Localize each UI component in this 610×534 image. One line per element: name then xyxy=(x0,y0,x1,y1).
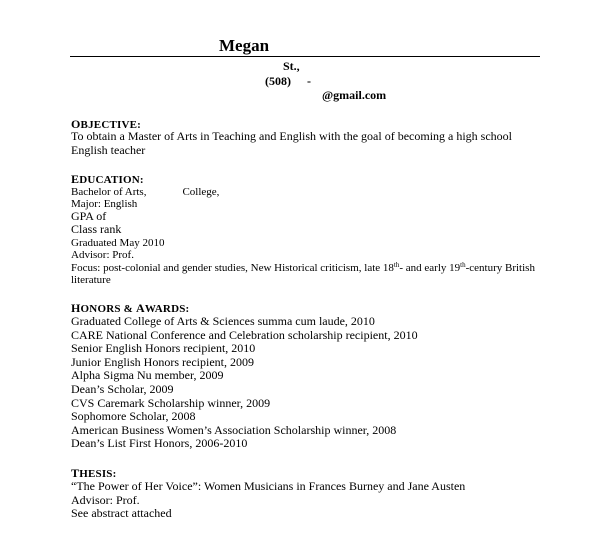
honor-item: Junior English Honors recipient, 2009 xyxy=(71,354,254,369)
thesis-title: “The Power of Her Voice”: Women Musicians in Frances Burney and Jane Austen xyxy=(71,479,466,493)
education-more xyxy=(71,237,535,287)
honor-item: Senior English Honors recipient, 2010 xyxy=(71,341,256,356)
thesis-abstract-note: See abstract attached xyxy=(71,506,172,521)
degree-line: Bachelor of Arts, College, xyxy=(71,186,220,198)
email-address: @gmail.com xyxy=(322,88,387,102)
education-scores xyxy=(71,210,121,236)
thesis-heading: THESIS: xyxy=(71,466,117,480)
thesis-advisor: Advisor: Prof. xyxy=(71,492,140,507)
phone-area-code: (508) xyxy=(265,74,291,88)
focus-line-continued: literature xyxy=(71,274,111,287)
class-rank: Class rank xyxy=(71,222,122,236)
education-advisor: Advisor: Prof. xyxy=(71,249,134,262)
honor-item: Sophomore Scholar, 2008 xyxy=(71,409,196,424)
header-divider xyxy=(70,56,540,57)
honor-item: Dean’s List First Honors, 2006-2010 xyxy=(71,436,248,451)
honor-item: Graduated College of Arts & Sciences summa cum laude, 2010 xyxy=(71,314,375,328)
major: Major: English xyxy=(71,198,138,211)
street-address: St., xyxy=(283,59,300,73)
honor-item: American Business Women’s Association Scholarship winner, 2008 xyxy=(71,422,397,437)
objective-line: To obtain a Master of Arts in Teaching and English with the goal of becoming a high school xyxy=(71,129,513,143)
thesis-details xyxy=(71,480,465,521)
honor-item: CVS Caremark Scholarship winner, 2009 xyxy=(71,395,271,410)
education-details xyxy=(71,186,219,211)
honor-item: CARE National Conference and Celebration scholarship recipient, 2010 xyxy=(71,327,418,342)
objective-text xyxy=(71,130,512,157)
honors-list xyxy=(71,315,418,451)
objective-heading: OBJECTIVE: xyxy=(71,117,142,131)
applicant-name: Megan xyxy=(219,36,270,55)
graduation-date: Graduated May 2010 xyxy=(71,237,165,249)
honors-heading: HONORS & AWARDS: xyxy=(71,301,190,315)
gpa: GPA of xyxy=(71,209,107,223)
honor-item: Dean’s Scholar, 2009 xyxy=(71,381,174,396)
honor-item: Alpha Sigma Nu member, 2009 xyxy=(71,368,224,383)
focus-line: Focus: post-colonial and gender studies, New Historical criticism, late 18th- and early 19th-century British xyxy=(71,260,535,274)
phone-number xyxy=(265,74,311,89)
phone-separator: - xyxy=(307,74,311,88)
objective-line: English teacher xyxy=(71,142,146,157)
education-heading: EDUCATION: xyxy=(71,172,144,186)
